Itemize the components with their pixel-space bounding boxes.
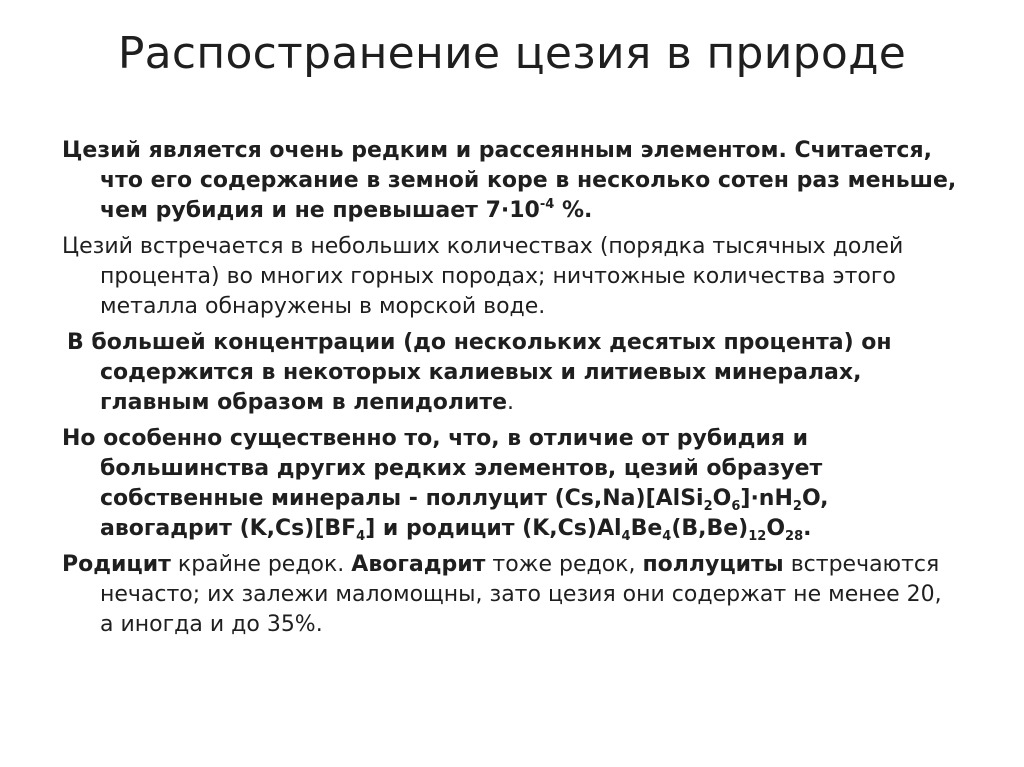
subscript: 4: [356, 529, 366, 544]
subscript: 28: [785, 529, 804, 544]
mineral-name: поллуциты: [642, 552, 784, 577]
paragraph-text: Но особенно существенно то, что, в отличие от рубидия и большинства других редких элементов, цезий образует собственные минералы - поллуцит (Cs,Na)[AlSi: [62, 426, 823, 511]
paragraph-text: %.: [554, 198, 593, 223]
paragraph-text: В большей концентрации (до нескольких десятых процента) он содержится в некоторых калиевых и литиевых минералах, главным образом в лепидолите: [67, 330, 892, 415]
paragraph-text: встречаются нечасто; их залежи маломощны, зато цезия они содержат не менее 20, а иногда и до 35%.: [100, 552, 942, 637]
paragraph-text: .: [507, 390, 515, 415]
paragraph-mineral-rarity: [62, 550, 962, 640]
exponent: -4: [539, 197, 555, 212]
paragraph-concentration: [62, 328, 962, 418]
paragraph-text: O, авогадрит (K,Cs)[BF: [100, 486, 829, 541]
paragraph-text: ] и родицит (K,Cs)Al: [365, 516, 622, 541]
paragraph-cesium-rarity: [62, 136, 962, 226]
mineral-name: Авогадрит: [351, 552, 486, 577]
paragraph-text: крайне редок.: [170, 552, 352, 577]
paragraph-text: Be: [630, 516, 663, 541]
subscript: 12: [748, 529, 767, 544]
paragraph-text: .: [803, 516, 812, 541]
subscript: 6: [731, 499, 741, 514]
subscript: 2: [703, 499, 713, 514]
paragraph-text: Цезий встречается в небольших количествах (порядка тысячных долей процента) во многих горных породах; ничтожные количества этого металла обнаружены в морской воде.: [62, 234, 904, 319]
slide-body: [62, 136, 962, 646]
subscript: 4: [662, 529, 672, 544]
subscript: 2: [792, 499, 802, 514]
subscript: 4: [621, 529, 631, 544]
paragraph-text: O: [766, 516, 786, 541]
paragraph-text: ]·nH: [740, 486, 793, 511]
paragraph-text: Цезий является очень редким и рассеянным элементом. Считается, что его содержание в земной коре в несколько сотен раз меньше, чем рубидия и не превышает 7·10: [62, 138, 957, 223]
mineral-name: Родицит: [62, 552, 171, 577]
paragraph-text: (B,Be): [671, 516, 749, 541]
paragraph-text: O: [712, 486, 732, 511]
paragraph-minerals: [62, 424, 962, 544]
paragraph-text: тоже редок,: [485, 552, 643, 577]
slide-title: Распостранение цезия в природе: [117, 28, 907, 79]
paragraph-occurrence: [62, 232, 962, 322]
